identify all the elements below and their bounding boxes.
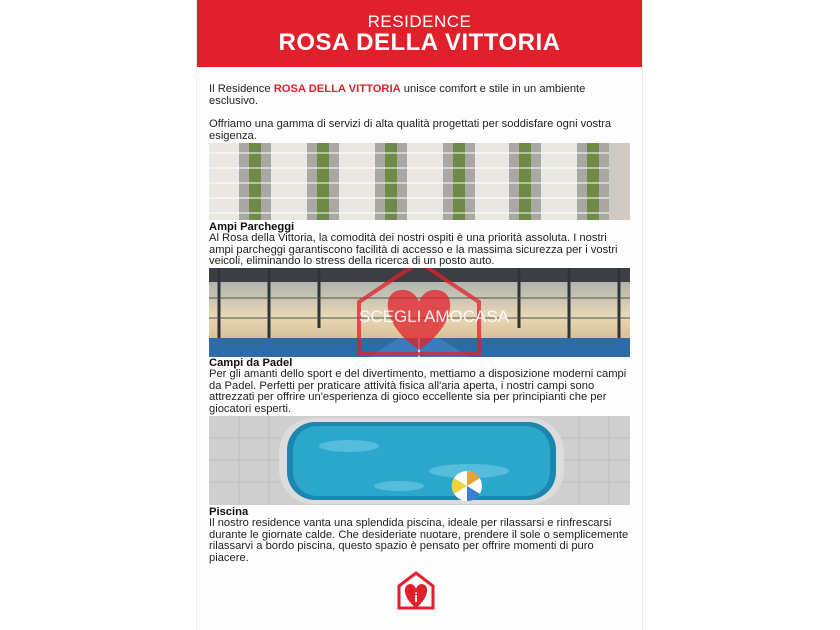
header-title: ROSA DELLA VITTORIA bbox=[278, 29, 561, 56]
section-text-parcheggi: Al Rosa della Vittoria, la comodità dei nostri ospiti è una priorità assoluta. I nostri ampi parcheggi garantiscono facilità di accesso e la massima sicurezza per i vostri veicoli, eliminando lo stress della ricerca di un posto auto. bbox=[209, 232, 618, 267]
padel-photo bbox=[209, 268, 630, 357]
brand-logo bbox=[393, 570, 439, 612]
section-title-parcheggi: Ampi Parcheggi bbox=[209, 221, 295, 233]
brochure-page bbox=[197, 0, 642, 630]
watermark-text-2: AMOCASA bbox=[424, 307, 509, 326]
services-paragraph: Offriamo una gamma di servizi di alta qualità progettati per soddisfare ogni vostra esigenza. bbox=[209, 118, 612, 142]
logo-glyph: i bbox=[414, 590, 418, 605]
watermark-logo bbox=[329, 268, 509, 357]
pool-photo bbox=[209, 416, 630, 505]
intro-paragraph: Il Residence ROSA DELLA VITTORIA unisce comfort e stile in un ambiente esclusivo. bbox=[209, 83, 586, 107]
residence-name-highlight: ROSA DELLA VITTORIA bbox=[273, 83, 401, 95]
section-title-padel: Campi da Padel bbox=[209, 357, 293, 369]
section-text-padel: Per gli amanti dello sport e del divertimento, mettiamo a disposizione moderni campi da Padel. Perfetti per praticare attività fisica all'aria aperta, i nostri campi sono attrezzati per offrire un'esperienza di gioco eccellente sia per principianti che per giocatori esperti. bbox=[209, 368, 627, 415]
header-subtitle: RESIDENCE bbox=[367, 12, 472, 31]
parking-photo bbox=[209, 143, 630, 220]
header-banner bbox=[197, 0, 642, 67]
section-text-piscina: Il nostro residence vanta una splendida piscina, ideale per rilassarsi e rinfrescarsi durante le giornate calde. Che desideriate nuotare, prendere il sole o semplicemente rilassarvi a bordo piscina, questo spazio è pensato per offrire momenti di puro piacere. bbox=[209, 517, 629, 564]
section-title-piscina: Piscina bbox=[209, 506, 249, 518]
watermark-text-1: SCEGLI bbox=[359, 307, 422, 326]
